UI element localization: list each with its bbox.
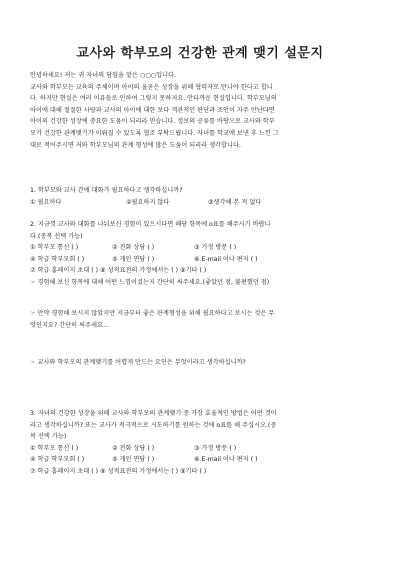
page-title: 교사와 학부모의 건강한 관계 맺기 설문지 xyxy=(76,46,324,61)
question-3-options-row xyxy=(30,454,375,466)
q3-option[interactable]: ⑥ E-mail 이나 편지 ( ) xyxy=(194,456,258,464)
q2-option[interactable]: ③ 가정 방문 ( ) xyxy=(194,244,237,252)
q1-option[interactable]: ① 필요하다 xyxy=(30,198,62,206)
question-2-options-row xyxy=(30,242,375,254)
question-3-options-row[interactable]: ⑦ 학급 홈페이지 초대 ( ) ⑧ 성적표전의 가정에서는 ( ) ⑨기타 ( ) xyxy=(30,467,207,475)
question-2-follow-up: ☞ 경험해 보신 항목에 대해 어떤 느낌이셨는지 간단히 써주세요.(좋았던 점, 불편했던 점) xyxy=(30,278,270,286)
question-2-options-row[interactable]: ⑦ 학급 홈페이지 초대 ( ) ⑧ 성적표전의 가정에서는 ( ) ⑨기타 ( ) xyxy=(30,267,207,275)
note-a-text: 엇인지요? 간단히 써주세요... xyxy=(30,321,109,329)
intro-line: 모가 건강한 관계맺기가 이뤄질 수 있도록 협조 부탁드립니다. 자녀를 학교에 보낸 후 느낀 그 xyxy=(30,129,279,137)
question-3-text: 복 선택 가능) xyxy=(30,433,67,441)
q3-option[interactable]: ④ 학급 학부모회 ( ) xyxy=(30,456,85,464)
note-a xyxy=(30,308,375,331)
note-b xyxy=(30,357,375,369)
question-3-text: 라고 생각하십니까? 또는 교사가 적극적으로 시도하기를 원하는 것에 o표를 해 주십시오.(중 xyxy=(30,421,277,429)
q2-option[interactable]: ① 학부모 통신 ( ) xyxy=(30,244,79,252)
question-1 xyxy=(30,185,375,208)
question-3-options-row xyxy=(30,443,375,455)
question-2 xyxy=(30,219,375,289)
intro-line: 다. 하지만 현실은 여러 이유들로 인하여 그렇지 못하지요. 안타까운 현실입니다. 학부모님의 xyxy=(30,95,277,103)
intro-line: 아이의 건강한 성장에 중요한 도움이 되리라 믿습니다. 정보의 공유를 바탕으로 교사와 학부 xyxy=(30,118,275,126)
question-1-options xyxy=(30,197,375,209)
question-3-text: 3. 자녀의 건강한 성장을 위해 교사와 학부모의 관계맺기 중 가장 효율적인 방법은 어떤 것이 xyxy=(30,410,277,417)
q2-option[interactable]: ⑤ 개인 면담 ( ) xyxy=(112,255,155,263)
intro-line: 대로 적어주시면 저와 학부모님의 관계 형성에 많은 도움이 되리라 생각합니다. xyxy=(30,141,241,149)
intro-line: 교사와 학부모는 교육의 주체이며 아이의 올곧은 성장을 위해 협력자로 만나야 한다고 합니 xyxy=(30,83,273,91)
q3-option[interactable]: ① 학부모 통신 ( ) xyxy=(30,444,79,452)
question-3 xyxy=(30,408,375,478)
note-a-text: ☞ 만약 경험해 보시지 않았지만 지금부터 좋은 관계형성을 위해 필요하다고 보시는 것은 무 xyxy=(30,310,275,317)
q2-option[interactable]: ④ 학급 학부모회 ( ) xyxy=(30,255,85,263)
q3-option[interactable]: ③ 가정 방문 ( ) xyxy=(194,444,237,452)
intro-line: 아이에 대해 절절한 사랑과 교사의 아이에 대한 보다 객관적인 판단과 조언이 자주 만난다면 xyxy=(30,106,275,114)
note-b-text: ☞ 교사와 학부모의 관계맺기를 어렵게 만드는 요인은 무엇이라고 생각하십니까? xyxy=(30,359,246,366)
intro-text xyxy=(30,70,375,151)
q2-option[interactable]: ② 전화 상담 ( ) xyxy=(112,244,155,252)
q1-option[interactable]: ②필요하지 않다 xyxy=(126,198,170,206)
question-2-options-row xyxy=(30,254,375,266)
q3-option[interactable]: ⑤ 개인 면담 ( ) xyxy=(112,456,155,464)
question-2-text: 2. 지금껏 교사와 대화를 나눠보신 경험이 있으시다면 해당 항목에 o표를 해주시기 바랍니 xyxy=(30,221,271,228)
question-2-text: 다.(중복 선택 가능) xyxy=(30,232,83,240)
intro-line: 안녕하세요! 저는 귀 자녀의 담임을 맡은 ○○○입니다. xyxy=(30,72,177,79)
q2-option[interactable]: ⑥ E-mail 이나 편지 ( ) xyxy=(194,255,258,263)
q3-option[interactable]: ② 전화 상담 ( ) xyxy=(112,444,155,452)
q1-option[interactable]: ③생각해 본 적 없다 xyxy=(208,198,262,206)
question-1-text: 1. 학부모와 교사 간에 대화가 필요하다고 생각하십니까? xyxy=(30,187,183,194)
